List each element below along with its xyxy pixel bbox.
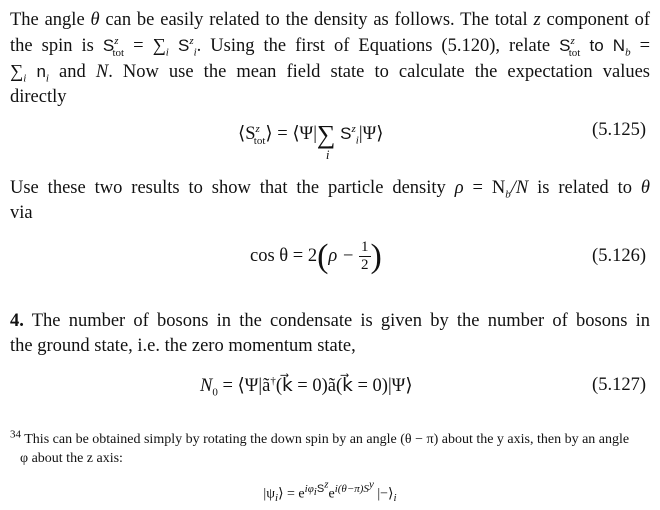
summation-symbol: ∑ i — [316, 120, 336, 162]
text-line: The angle θ can be easily related to the density as follows. The total z component of — [10, 10, 650, 30]
footnote-line: φ about the z axis: — [20, 451, 123, 466]
equation-number: (5.127) — [592, 375, 646, 395]
fraction-one-half: $\frac{1}{2}$ — [361, 239, 369, 274]
equation-5-126 — [0, 236, 660, 286]
footnote-34 — [10, 430, 650, 468]
equation-5-125 — [0, 120, 660, 170]
text-line: the spin is $S^z_{tot} = \sum_i$ $S^z_i$. Using the first of Equations (5.120), relate $S^z_{tot}$ to $N_b$ = — [10, 34, 651, 59]
paragraph-particle-density — [10, 176, 650, 226]
text-line: 4. The number of bosons in the condensate is given by the number of bosons in — [10, 311, 650, 331]
text-line: via — [10, 203, 33, 223]
footnote-line: $^{34}$ This can be obtained simply by rotating the down spin by an angle (θ − π) about the y axis, then by an angle — [10, 428, 630, 447]
equation-number: (5.126) — [592, 246, 646, 266]
equation-number: (5.125) — [592, 120, 646, 140]
equation-body: $⟨S^z_{tot}⟩$ = ⟨Ψ|∑ i $S^z_i|\Psi⟩$ — [238, 120, 384, 162]
item-label: 4. — [10, 311, 24, 331]
item-4-paragraph — [10, 309, 650, 359]
equation-body: cos θ = 2(ρ − $\frac{1}{2}$ ) — [250, 238, 382, 275]
text-line: Use these two results to show that the particle density $\rho = N_b/N$ is related to θ — [10, 178, 650, 201]
paragraph-angle-density — [10, 8, 650, 110]
footnote-mark: 34 — [10, 428, 21, 441]
text-line: $\sum_i$ $n_i$ and N. Now use the mean field state to calculate the expectation values — [10, 62, 650, 85]
text-line: directly — [10, 87, 67, 107]
text-line: the ground state, i.e. the zero momentum state, — [10, 336, 356, 356]
equation-5-127 — [0, 375, 660, 405]
equation-body: $N_0$ = ⟨Ψ|ã†(k⃗ = 0)ã(k⃗ = 0)|Ψ⟩ — [200, 374, 413, 399]
footnote-equation: $|\psi_i⟩ = e^{i\varphi_iS^z}e^{i(\theta-\pi)S^y}$ $|-⟩_i$ — [263, 478, 397, 505]
